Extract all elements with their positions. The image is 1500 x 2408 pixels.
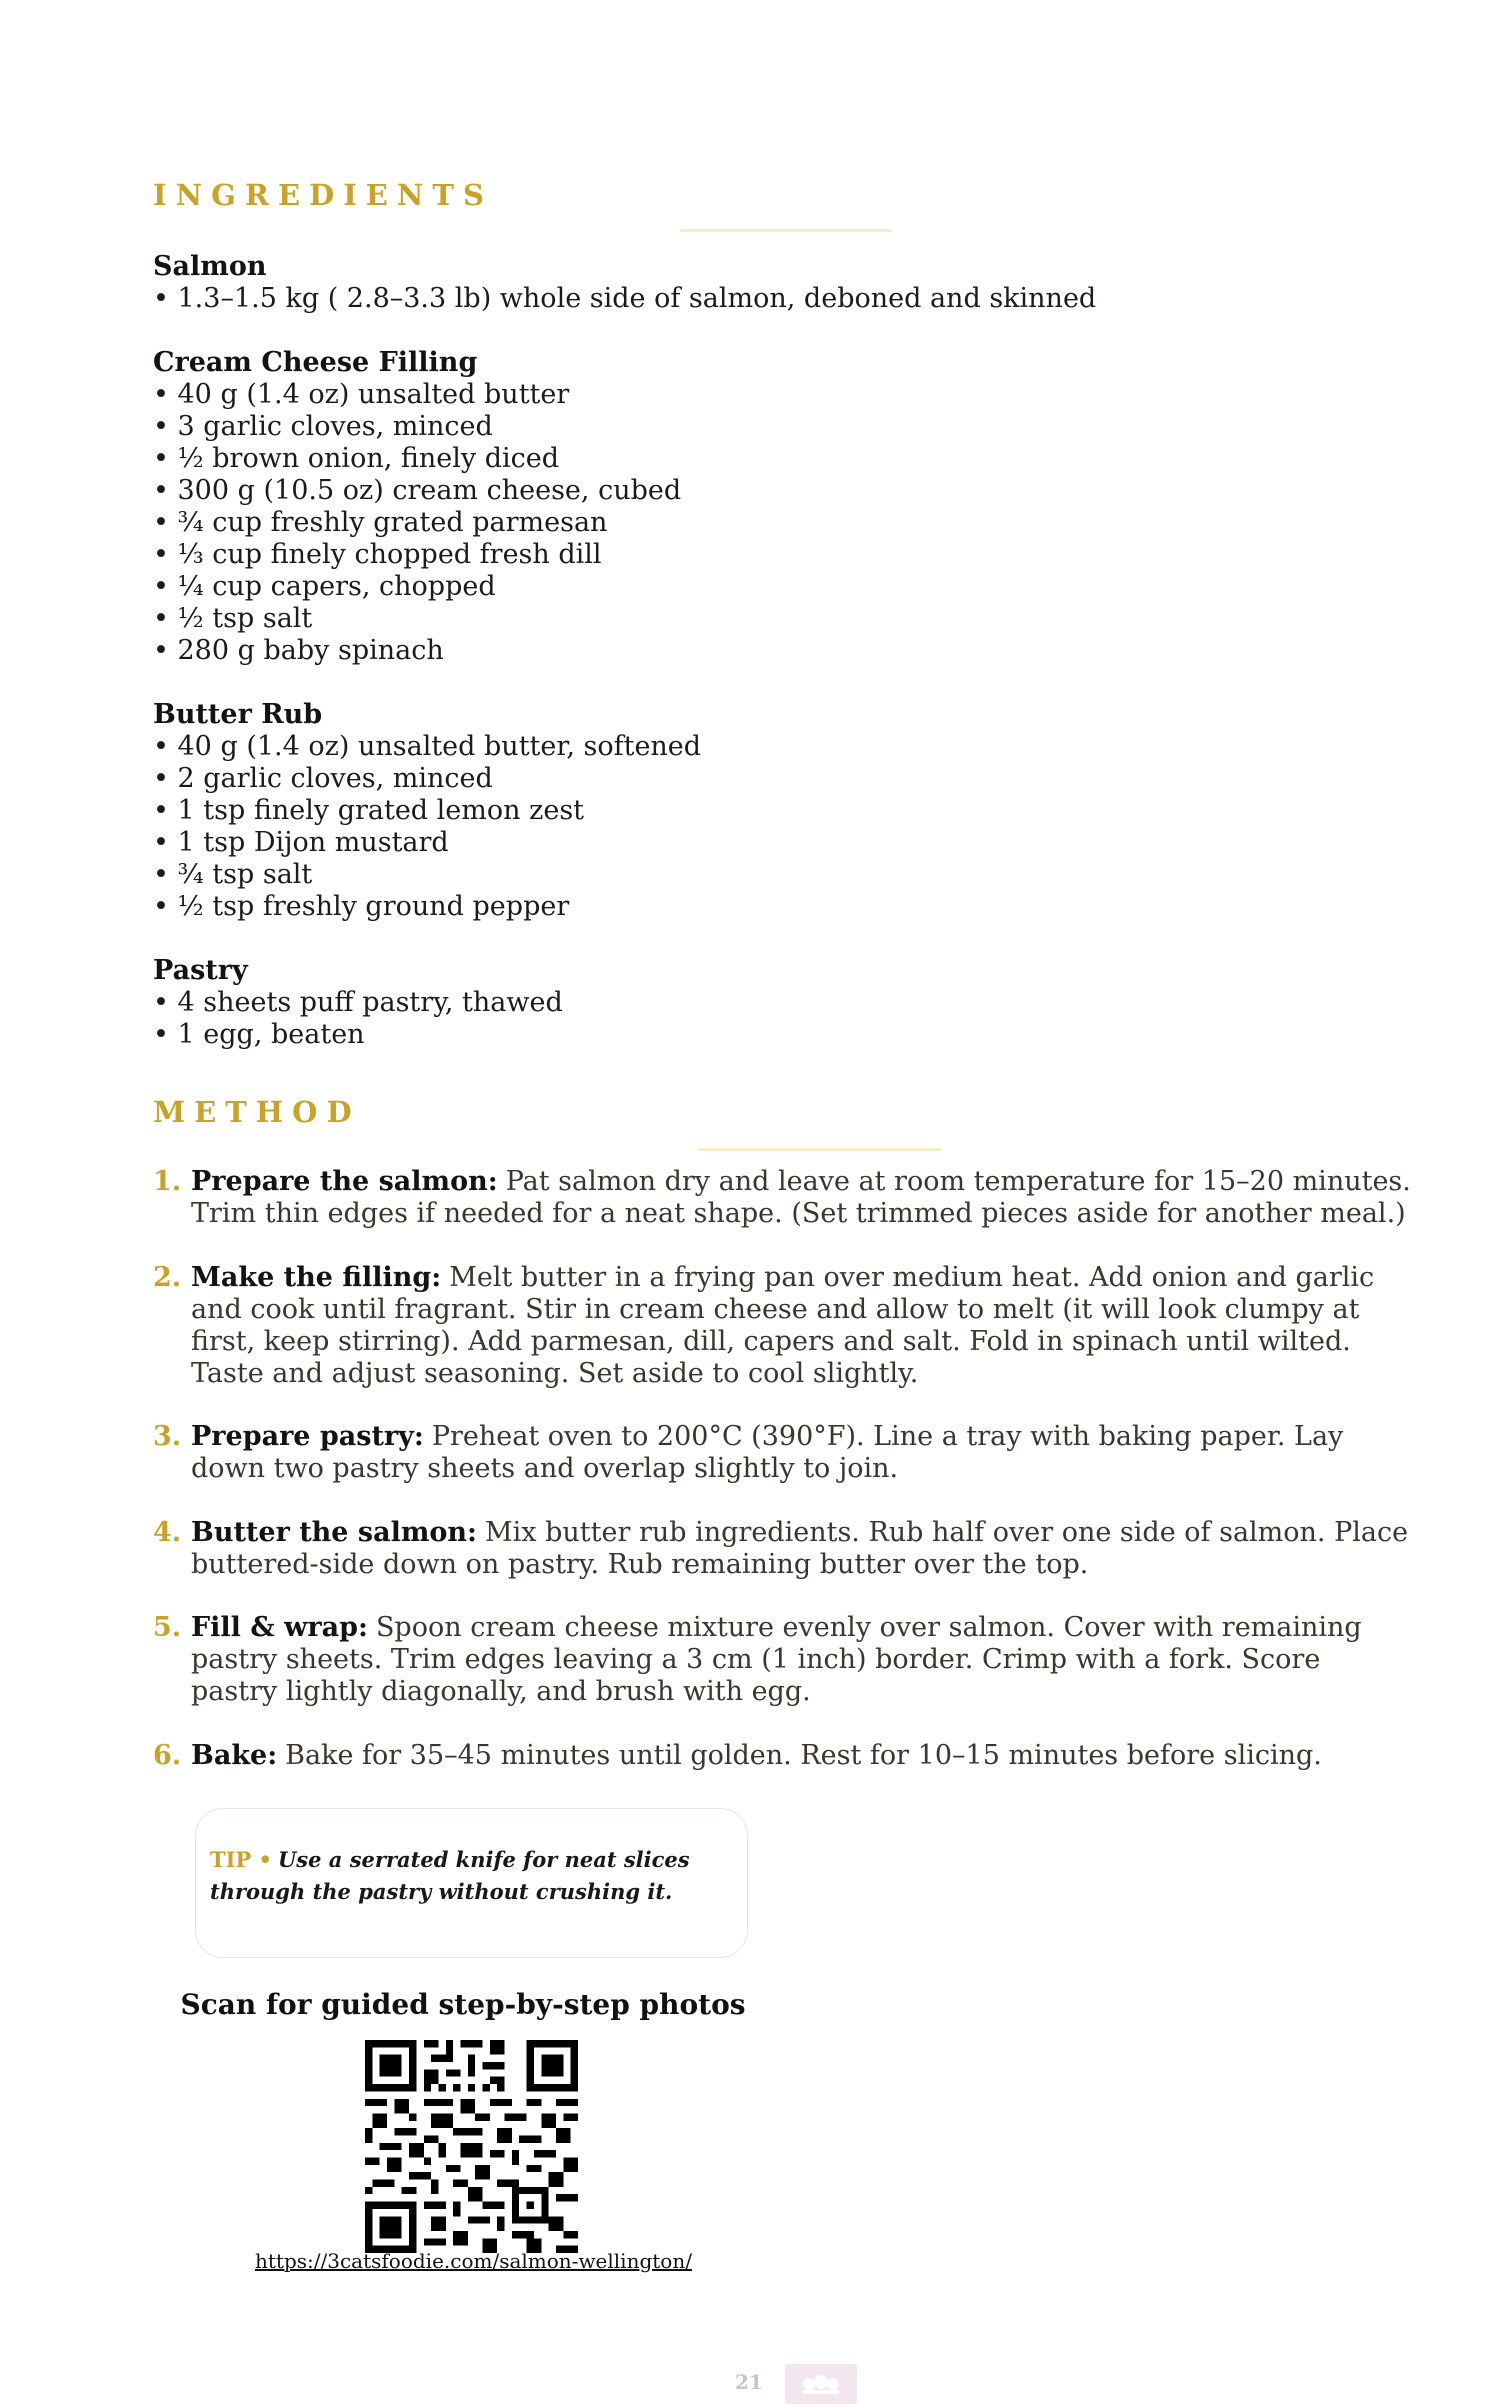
qr-code-icon[interactable] xyxy=(365,2040,578,2253)
step-text: Pat salmon dry and leave at room temperature for 15–20 minutes. Trim thin edges if needed for a neat shape. (Set trimmed pieces aside for another meal.) xyxy=(191,1166,1411,1229)
ingredient-item: • 4 sheets puff pastry, thawed xyxy=(153,987,563,1018)
ingredient-item: • 1 egg, beaten xyxy=(153,1019,365,1050)
section-pastry xyxy=(153,955,1403,1051)
ingredient-item: • ⅓ cup finely chopped fresh dill xyxy=(153,539,602,570)
section-butter-rub xyxy=(153,699,1403,923)
section-salmon xyxy=(153,251,1403,315)
step-label: Prepare pastry: xyxy=(191,1421,424,1452)
method-step xyxy=(153,1262,1413,1390)
heading-divider xyxy=(680,229,892,232)
step-number: 4. xyxy=(153,1517,182,1548)
step-text: Preheat oven to 200°C (390°F). Line a tray with baking paper. Lay down two pastry sheets and overlap slightly to join. xyxy=(191,1421,1344,1484)
step-text: Mix butter rub ingredients. Rub half over one side of salmon. Place buttered-side down on pastry. Rub remaining butter over the top. xyxy=(191,1517,1409,1580)
method-step xyxy=(153,1421,1413,1485)
cats-logo-icon xyxy=(785,2364,857,2404)
section-title: Butter Rub xyxy=(153,699,323,730)
ingredient-item: • ½ brown onion, finely diced xyxy=(153,443,560,474)
section-cream-cheese-filling xyxy=(153,347,1403,667)
ingredient-item: • 40 g (1.4 oz) unsalted butter xyxy=(153,379,570,410)
method-step xyxy=(153,1740,1413,1772)
method-step xyxy=(153,1612,1413,1708)
step-text: Spoon cream cheese mixture evenly over salmon. Cover with remaining pastry sheets. Trim edges leaving a 3 cm (1 inch) border. Crimp with a fork. Score pastry lightly diagonally, and brush with egg. xyxy=(191,1612,1362,1707)
step-text: Bake for 35–45 minutes until golden. Rest for 10–15 minutes before slicing. xyxy=(285,1740,1322,1771)
scan-caption: Scan for guided step-by-step photos xyxy=(180,1988,746,2021)
ingredient-item: • ¾ tsp salt xyxy=(153,859,313,890)
method-heading: METHOD xyxy=(153,1095,361,1129)
step-number: 5. xyxy=(153,1612,182,1643)
ingredient-item: • 1 tsp finely grated lemon zest xyxy=(153,795,585,826)
step-text: Melt butter in a frying pan over medium heat. Add onion and garlic and cook until fragrant. Stir in cream cheese and allow to melt (it will look clumpy at first, keep stirring). Add parmesan, dill, capers and salt. Fold in spinach until wilted. Taste and adjust seasoning. Set aside to cool slightly. xyxy=(191,1262,1375,1389)
ingredient-item: • ¼ cup capers, chopped xyxy=(153,571,496,602)
step-label: Fill & wrap: xyxy=(191,1612,368,1643)
method-step xyxy=(153,1166,1413,1230)
ingredient-item: • 40 g (1.4 oz) unsalted butter, softened xyxy=(153,731,702,762)
ingredient-item: • 1 tsp Dijon mustard xyxy=(153,827,449,858)
ingredient-item: • ½ tsp freshly ground pepper xyxy=(153,891,570,922)
tip-box xyxy=(195,1808,748,1958)
step-number: 3. xyxy=(153,1421,182,1452)
tip-label: TIP • xyxy=(210,1847,272,1872)
step-label: Butter the salmon: xyxy=(191,1517,478,1548)
ingredient-item: • ¾ cup freshly grated parmesan xyxy=(153,507,608,538)
method-step xyxy=(153,1517,1413,1581)
recipe-link[interactable]: https://3catsfoodie.com/salmon-wellington/ xyxy=(255,2249,692,2273)
step-label: Make the filling: xyxy=(191,1262,442,1293)
section-title: Cream Cheese Filling xyxy=(153,347,478,378)
ingredient-item: • 2 garlic cloves, minced xyxy=(153,763,493,794)
step-number: 1. xyxy=(153,1166,182,1197)
page-number: 21 xyxy=(735,2370,763,2394)
tip-text: Use a serrated knife for neat slices through the pastry without crushing it. xyxy=(210,1847,690,1904)
step-number: 6. xyxy=(153,1740,182,1771)
ingredient-item: • 280 g baby spinach xyxy=(153,635,444,666)
brand-logo xyxy=(785,2364,857,2404)
section-title: Salmon xyxy=(153,251,267,282)
step-label: Prepare the salmon: xyxy=(191,1166,498,1197)
ingredient-item: • 300 g (10.5 oz) cream cheese, cubed xyxy=(153,475,682,506)
step-label: Bake: xyxy=(191,1740,278,1771)
ingredient-item: • ½ tsp salt xyxy=(153,603,313,634)
ingredient-item: • 1.3–1.5 kg ( 2.8–3.3 lb) whole side of salmon, deboned and skinned xyxy=(153,283,1097,314)
ingredient-item: • 3 garlic cloves, minced xyxy=(153,411,493,442)
section-title: Pastry xyxy=(153,955,248,986)
heading-divider xyxy=(698,1148,942,1151)
ingredients-heading: INGREDIENTS xyxy=(153,178,493,212)
step-number: 2. xyxy=(153,1262,182,1293)
